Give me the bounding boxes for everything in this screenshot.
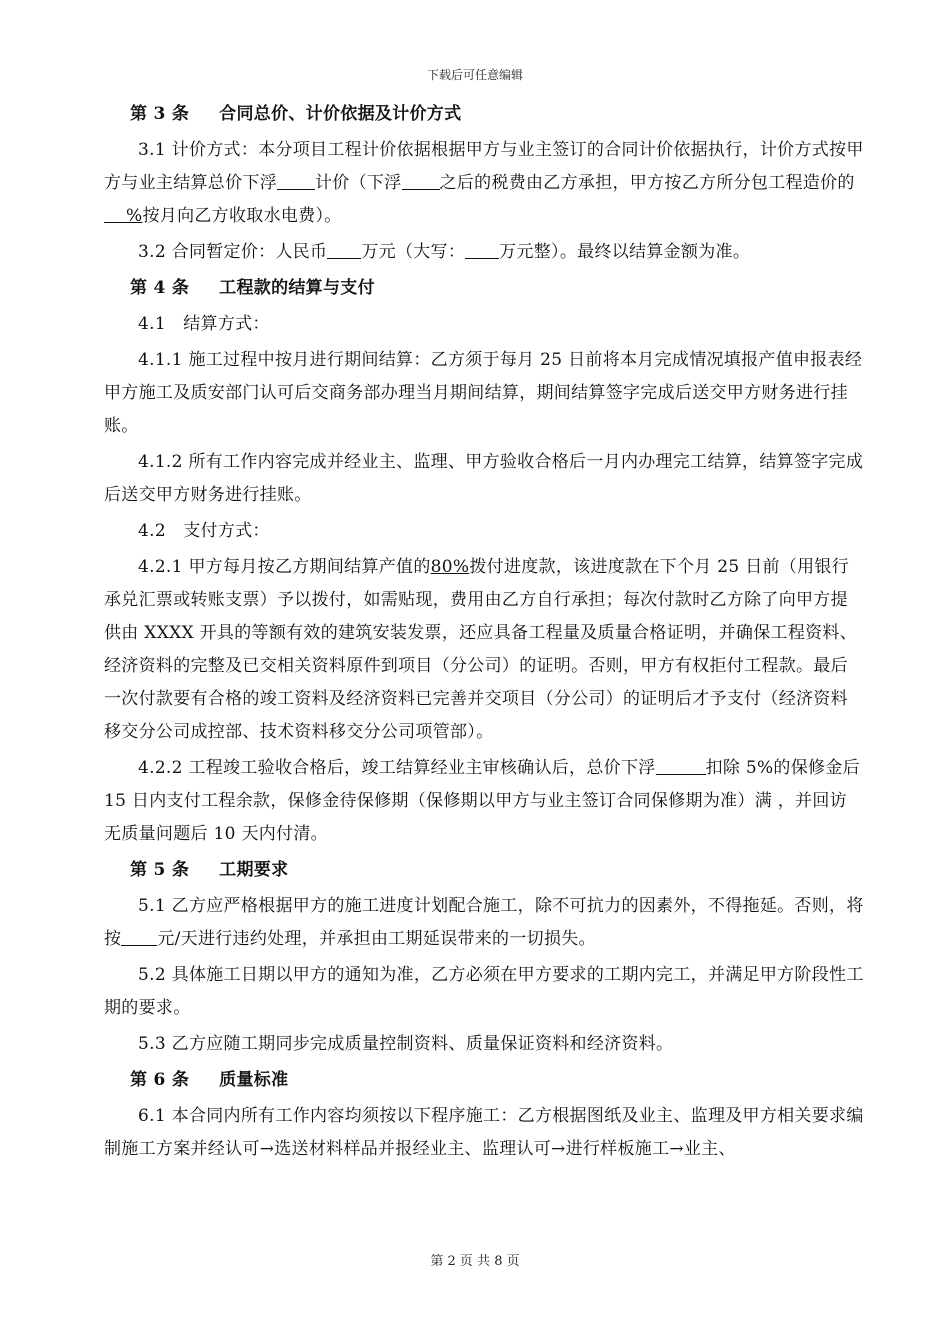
clause-4-2-2: 4.2.2 工程竣工验收合格后，竣工结算经业主审核确认后，总价下浮 扣除 5%的保修金后 15 日内支付工程余款，保修金待保修期（保修期以甲方与业主签订合同保修期为准）满 ，并回访无质量问题后 10 天内付清。	[104, 752, 864, 851]
clause-5-2: 5.2 具体施工日期以甲方的通知为准，乙方必须在甲方要求的工期内完工，并满足甲方阶段性工期的要求。	[104, 965, 864, 1018]
article-4-heading: 第 4 条 工程款的结算与支付	[130, 278, 375, 298]
clause-4-1: 4.1 结算方式：	[138, 314, 270, 334]
blank-underline	[465, 238, 499, 259]
clause-4-2-1: 4.2.1 甲方每月按乙方期间结算产值的80%拨付进度款，该进度款在下个月 25 日前（用银行承兑汇票或转账支票）予以拨付，如需贴现，费用由乙方自行承担；每次付款时乙方除了向甲方提供由 XXXX 开具的等额有效的建筑安装发票，还应具备工程量及质量合格证明，并确保工程资料、经济资料的完整及已交相关资料原件到项目（分公司）的证明。否则，甲方有权拒付工程款。最后一次付款要有合格的竣工资料及经济资料已完善并交项目（分公司）的证明后才予支付（经济资料移交分公司成控部、技术资料移交分公司项管部）。	[104, 557, 858, 742]
blank-underline	[104, 202, 126, 223]
blank-underline	[327, 238, 361, 259]
clause-4-1-1: 4.1.1 施工过程中按月进行期间结算：乙方须于每月 25 日前将本月完成情况填报产值申报表经甲方施工及质安部门认可后交商务部办理当月期间结算，期间结算签字完成后送交甲方财务进行挂账。	[104, 350, 863, 436]
blank-underline	[402, 169, 440, 190]
blank-underline	[277, 169, 315, 190]
article-5-heading: 第 5 条 工期要求	[130, 860, 289, 880]
clause-3-2: 3.2 合同暂定价：人民币 万元（大写： 万元整）。最终以结算金额为准。	[104, 236, 864, 269]
page-footer: 第 2 页 共 8 页	[430, 1254, 520, 1269]
blank-underline	[121, 925, 157, 946]
page-header: 下载后可任意编辑	[426, 68, 523, 82]
clause-5-3: 5.3 乙方应随工期同步完成质量控制资料、质量保证资料和经济资料。	[138, 1034, 674, 1054]
clause-4-1-2: 4.1.2 所有工作内容完成并经业主、监理、甲方验收合格后一月内办理完工结算，结算签字完成后送交甲方财务进行挂账。	[104, 452, 864, 505]
article-3-heading: 第 3 条 合同总价、计价依据及计价方式	[130, 104, 462, 124]
blank-underline	[656, 754, 706, 775]
document-body	[104, 98, 864, 1169]
clause-6-1: 6.1 本合同内所有工作内容均须按以下程序施工：乙方根据图纸及业主、监理及甲方相关要求编制施工方案并经认可→选送材料样品并报经业主、监理认可→进行样板施工→业主、	[104, 1106, 864, 1159]
clause-3-1: 3.1 计价方式：本分项目工程计价依据根据甲方与业主签订的合同计价依据执行，计价方式按甲方与业主结算总价下浮 计价（下浮 之后的税费由乙方承担，甲方按乙方所分包工程造价的%按月向乙方收取水电费）。	[104, 140, 864, 226]
article-6-heading: 第 6 条 质量标准	[130, 1070, 289, 1090]
clause-4-2: 4.2 支付方式：	[138, 521, 270, 541]
clause-5-1: 5.1 乙方应严格根据甲方的施工进度计划配合施工，除不可抗力的因素外，不得拖延。否则，将按 元/天进行违约处理，并承担由工期延误带来的一切损失。	[104, 896, 864, 949]
